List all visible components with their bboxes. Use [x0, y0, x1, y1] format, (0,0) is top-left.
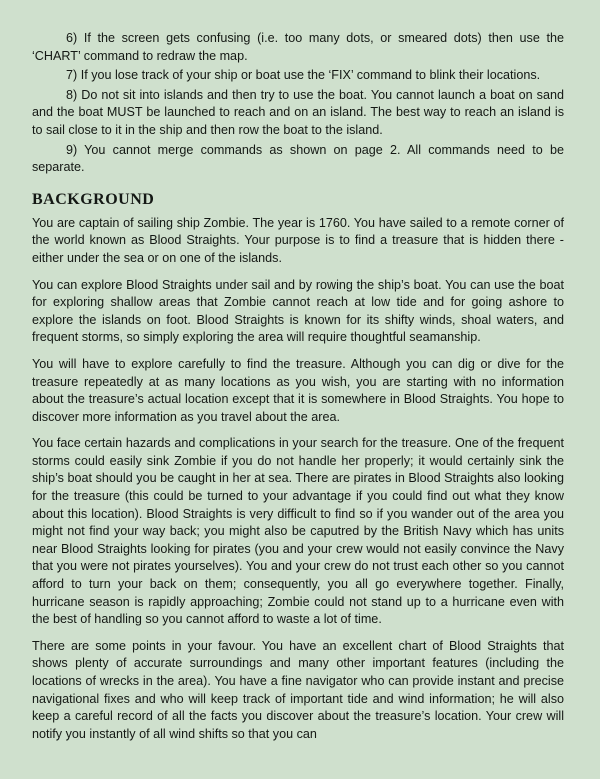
paragraph-exploration: You can explore Blood Straights under sail and by rowing the ship’s boat. You can use the boat for exploring shallow areas that Zombie cannot reach at low tide and for going ashore to explore the islands on foot. Blood Straights is known for its shifty winds, shoal waters, and frequent storms, so simply exploring the area will require thoughtful seamanship.	[32, 277, 564, 345]
section-heading: BACKGROUND	[32, 190, 155, 208]
paragraph-intro: You are captain of sailing ship Zombie. The year is 1760. You have sailed to a remote corner of the world known as Blood Straights. Your purpose is to find a treasure that is hidden there - either under the sea or on one of the islands.	[32, 215, 564, 265]
note-7: 7) If you lose track of your ship or boat use the ‘FIX’ command to blink their locations.	[66, 68, 541, 83]
note-8: 8) Do not sit into islands and then try to use the boat. You cannot launch a boat on sand and the boat MUST be launched to reach and on an island. The best way to reach an island is to sail close to it in the ship and then row the boat to the island.	[32, 87, 564, 137]
paragraph-advantages: There are some points in your favour. You have an excellent chart of Blood Straights that shows plenty of accurate surroundings and many other important features (including the locations of wrecks in the area). You have a fine navigator who can provide instant and precise navigational fixes and who will keep track of important tide and wind information; he will also keep a careful record of all the facts you discover about the treasure’s location. Your crew will notify you instantly of all wind shifts so that you can	[32, 638, 564, 741]
paragraph-hazards: You face certain hazards and complications in your search for the treasure. One of the frequent storms could easily sink Zombie if you do not handle her properly; it would certainly sink the ship’s boat should you be caught in her at sea. There are pirates in Blood Straights also looking for the treasure (this could be turned to your advantage if you could find out what they know about this location). Blood Straights is very difficult to find so if you wander out of the area you might not find your way back; you might also be caputred by the British Navy which has units near Blood Straights looking for pirates (you and your crew would not easily convince the Navy that you were not pirates yourselves). You and your crew do not trust each other so you cannot afford to turn your back on them; consequently, you all go everywhere together. Finally, hurricane season is rapidly approaching; Zombie could not stand up to a hurricane even with the best of handling so you cannot afford to waste a lot of time.	[32, 436, 564, 627]
note-6: 6) If the screen gets confusing (i.e. too many dots, or smeared dots) then use the ‘CHART’ command to redraw the map.	[32, 31, 564, 63]
background-section	[32, 215, 564, 744]
numbered-notes	[32, 30, 564, 177]
paragraph-treasure: You will have to explore carefully to find the treasure. Although you can dig or dive for the treasure repeatedly at as many locations as you wish, you are starting with no information about the treasure’s actual location except that it is somewhere in Blood Straights. You hope to discover more information as you travel about the area.	[32, 356, 564, 424]
note-9: 9) You cannot merge commands as shown on page 2. All commands need to be separate.	[32, 142, 564, 175]
